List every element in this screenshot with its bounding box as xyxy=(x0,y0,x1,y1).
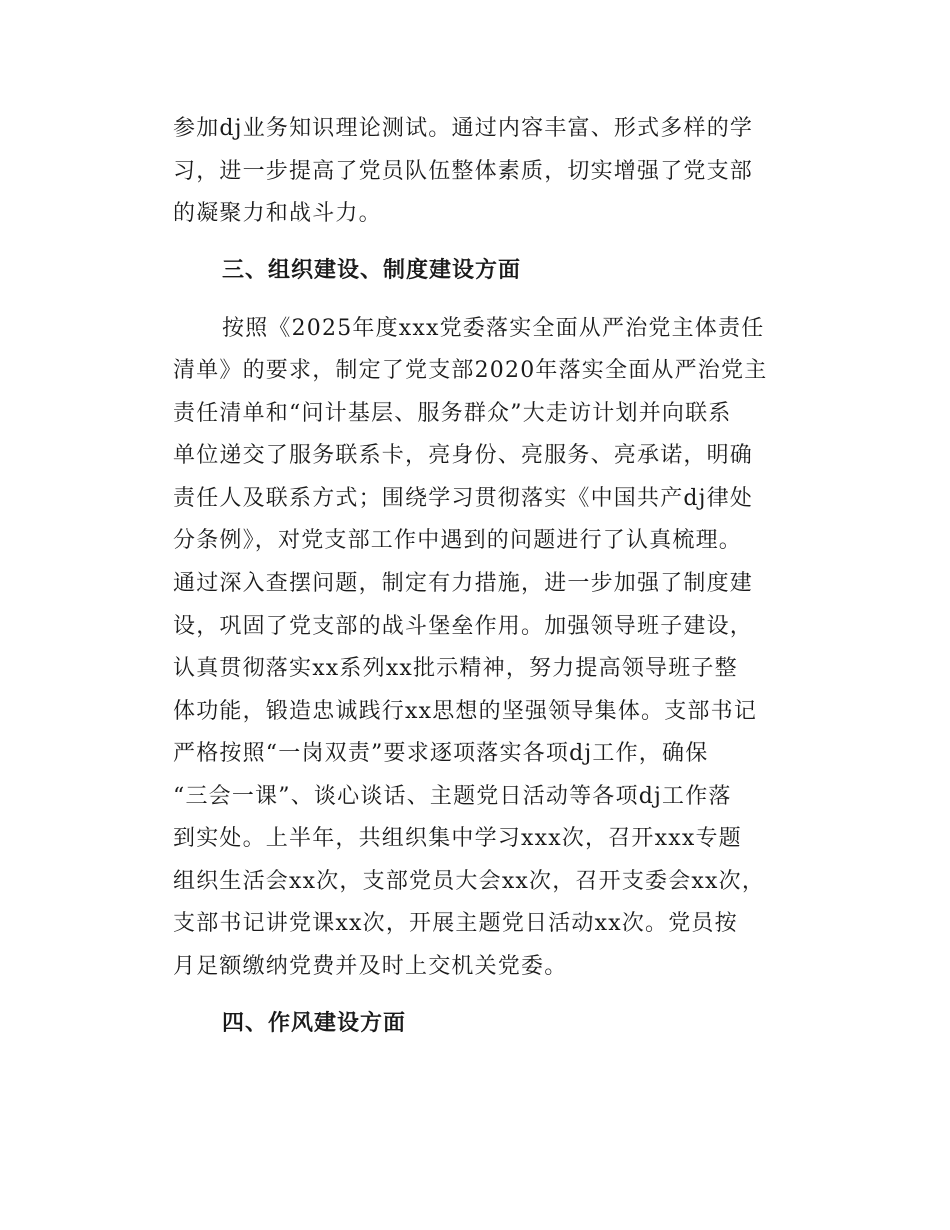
paragraph-2-line-9: 认真贯彻落实xx系列xx批示精神，努力提高领导班子整 xyxy=(173,656,738,681)
section-heading-3: 三、组织建设、制度建设方面 xyxy=(222,258,522,283)
paragraph-2-line-8: 设，巩固了党支部的战斗堡垒作用。加强领导班子建设， xyxy=(173,614,754,639)
paragraph-2-line-15: 支部书记讲党课xx次，开展主题党日活动xx次。党员按 xyxy=(173,911,738,936)
paragraph-2-line-3: 责任清单和“问计基层、服务群众”大走访计划并向联系 xyxy=(173,401,732,426)
paragraph-2-line-11: 严格按照“一岗双责”要求逐项落实各项dj工作，确保 xyxy=(173,741,709,766)
section-heading-4: 四、作风建设方面 xyxy=(222,1011,407,1036)
paragraph-2-line-7: 通过深入查摆问题，制定有力措施，进一步加强了制度建 xyxy=(173,571,754,596)
paragraph-2-line-16: 月足额缴纳党费并及时上交机关党委。 xyxy=(173,954,568,979)
paragraph-2-line-13: 到实处。上半年，共组织集中学习xxx次，召开xxx专题 xyxy=(173,826,742,851)
paragraph-1-line-1: 参加dj业务知识理论测试。通过内容丰富、形式多样的学 xyxy=(173,116,754,141)
paragraph-2-line-5: 责任人及联系方式；围绕学习贯彻落实《中国共产dj律处 xyxy=(173,486,754,511)
paragraph-2-line-14: 组织生活会xx次，支部党员大会xx次，召开支委会xx次， xyxy=(173,869,766,894)
paragraph-2-line-1: 按照《2025年度xxx党委落实全面从严治党主体责任 xyxy=(222,316,765,341)
paragraph-2-line-4: 单位递交了服务联系卡，亮身份、亮服务、亮承诺，明确 xyxy=(173,443,754,468)
paragraph-2-line-10: 体功能，锻造忠诚践行xx思想的坚强领导集体。支部书记 xyxy=(173,699,758,724)
paragraph-2-line-12: “三会一课”、谈心谈话、主题党日活动等各项dj工作落 xyxy=(173,784,732,809)
paragraph-1-line-3: 的凝聚力和战斗力。 xyxy=(173,201,382,226)
paragraph-2-line-2: 清单》的要求，制定了党支部2020年落实全面从严治党主 xyxy=(173,358,768,383)
paragraph-1-line-2: 习，进一步提高了党员队伍整体素质，切实增强了党支部 xyxy=(173,159,754,184)
paragraph-2-line-6: 分条例》，对党支部工作中遇到的问题进行了认真梳理。 xyxy=(173,528,743,553)
